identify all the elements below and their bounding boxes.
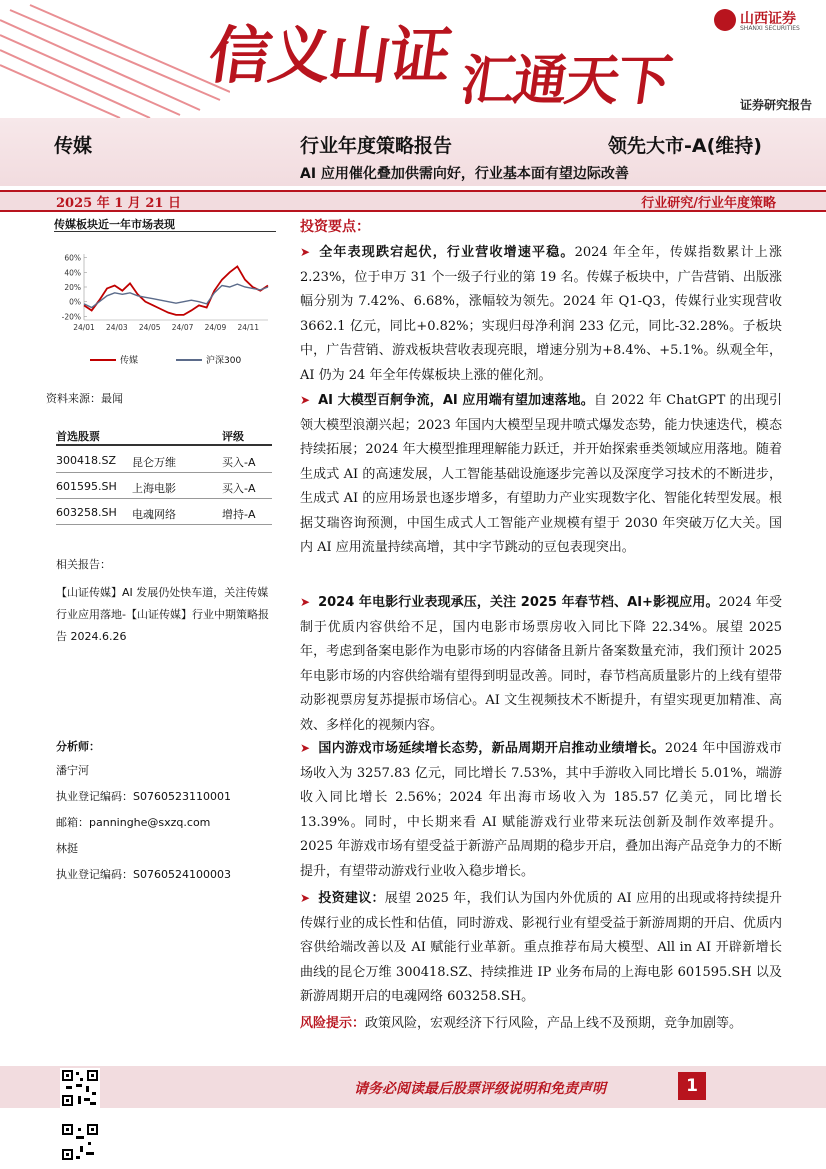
key-point bbox=[300, 240, 782, 388]
analyst-name: 潘宁河 bbox=[56, 764, 89, 777]
report-type: 证券研究报告 bbox=[739, 98, 812, 112]
market-performance-chart bbox=[54, 246, 276, 376]
series-line-0 bbox=[84, 266, 268, 314]
key-point-body: 2024 年受制于优质内容供给不足，国内电影市场票房收入同比下降 22.34%。展望 2025 年，考虑到备案电影作为电影市场的内容储备且新片备案数量充沛，我们预计 2025 年电影市场的内容供给端有望得到明显改善。同时，春节档高质量影片的上线有望带动影视票房复苏提振市场信心。AI 文生视频技术不断提升，有望实现更加精准、高效、多样化的视频内容。 bbox=[300, 595, 783, 733]
analyst-reg: 执业登记编码：S0760523110001 bbox=[56, 790, 231, 803]
x-tick-label: 24/03 bbox=[106, 323, 128, 332]
key-point-body: 自 2022 年 ChatGPT 的出现引领大模型浪潮兴起；2023 年国内大模型呈现井喷式爆发态势，能力快速迭代，模态持续拓展；2024 年大模型推理理解能力跃迁，并开始探索垂类领域应用落地。随着生成式 AI 的高速发展，人工智能基础设施逐步完善以及深度学习技术的不断进步，生成式 AI 的应用场景也逐步增多，有望助力产业实现数字化、智能化转型发展。根据艾瑞咨询预测，中国生成式人工智能产业规模有望于 2030 年突破万亿大关。国内 AI 应用流量持续高增，其中字节跳动的豆包表现突出。 bbox=[300, 393, 782, 555]
stock-rating: 买入-A bbox=[222, 482, 256, 495]
key-point-lead: 国内游戏市场延续增长态势，新品周期开启推动业绩增长。 bbox=[318, 741, 665, 756]
risk-heading: 风险提示： bbox=[300, 1016, 366, 1031]
stock-code: 601595.SH bbox=[56, 480, 117, 493]
stock-code: 300418.SZ bbox=[56, 454, 117, 467]
stock-table-header bbox=[56, 428, 272, 446]
bullet-arrow-icon: ➤ bbox=[300, 393, 311, 407]
company-logo bbox=[714, 6, 818, 36]
page-number: 1 bbox=[678, 1072, 706, 1100]
y-tick-label: -20% bbox=[61, 312, 81, 322]
stock-header-rating: 评级 bbox=[222, 430, 244, 443]
stock-rating: 增持-A bbox=[222, 508, 256, 521]
stock-header-name: 首选股票 bbox=[56, 430, 100, 443]
stock-rating: 买入-A bbox=[222, 456, 256, 469]
legend-label: 沪深300 bbox=[206, 356, 242, 366]
x-tick-label: 24/09 bbox=[204, 323, 227, 332]
report-category: 行业研究/行业年度策略 bbox=[641, 196, 776, 211]
sector-label: 传媒 bbox=[54, 135, 93, 157]
qr-code-icon[interactable] bbox=[60, 1122, 100, 1162]
report-title: 行业年度策略报告 bbox=[300, 135, 453, 157]
key-points-heading: 投资要点： bbox=[300, 219, 370, 235]
key-point bbox=[300, 886, 782, 1010]
related-report-link[interactable]: 【山证传媒】AI 发展仍处快车道，关注传媒行业应用落地-【山证传媒】行业中期策略报告 2024.6.26 bbox=[56, 586, 269, 643]
report-subtitle: AI 应用催化叠加供需向好，行业基本面有望边际改善 bbox=[300, 166, 629, 182]
logo-mark-icon bbox=[714, 9, 736, 31]
qr-code-icon[interactable] bbox=[60, 1068, 100, 1108]
stock-name: 电魂网络 bbox=[132, 508, 176, 521]
analyst-email[interactable]: 邮箱：panninghe@sxzq.com bbox=[56, 816, 211, 829]
header-banner bbox=[0, 0, 826, 118]
stock-code: 603258.SH bbox=[56, 506, 117, 519]
key-point bbox=[300, 388, 782, 561]
x-tick-label: 24/11 bbox=[237, 323, 260, 332]
y-tick-label: 60% bbox=[64, 253, 81, 263]
logo-en: SHANXI SECURITIES bbox=[740, 25, 800, 32]
key-point bbox=[300, 736, 782, 884]
key-point-lead: AI 大模型百舸争流，AI 应用端有望加速落地。 bbox=[318, 393, 594, 408]
key-point-body: 展望 2025 年，我们认为国内外优质的 AI 应用的出现或将持续提升传媒行业的成长性和估值，同时游戏、影视行业有望受益于新游周期的开启、优质内容供给端改善以及 AI 赋能行业革新。重点推荐布局大模型、All in AI 开辟新增长曲线的昆仑万维 300418.SZ、持续推进 IP 业务布局的上海电影 601595.SH 以及新游周期开启的电魂网络 603258.SH。 bbox=[300, 891, 782, 1004]
x-tick-label: 24/05 bbox=[138, 323, 161, 332]
slogan-part2: 汇通天下 bbox=[457, 49, 674, 112]
key-point bbox=[300, 590, 782, 738]
logo-cn: 山西证券 bbox=[740, 11, 796, 27]
table-row bbox=[56, 447, 272, 473]
key-point-body: 2024 年中国游戏市场收入为 3257.83 亿元，同比增长 7.53%，其中手游收入同比增长 5.01%，端游收入同比增长 2.56%；2024 年出海市场收入为 185.57 亿美元，同比增长 13.39%。同时，中长期来看 AI 赋能游戏行业带来玩法创新及制作效率提升。2025 年游戏市场有望受益于新游产品周期的稳步开启，叠加出海产品竞争力的不断提升，有望带动游戏行业收入稳步增长。 bbox=[300, 741, 782, 879]
stock-name: 上海电影 bbox=[132, 482, 176, 495]
analyst-heading: 分析师： bbox=[56, 740, 100, 753]
chart-source: 资料来源：最闻 bbox=[46, 392, 123, 405]
chart-title-rule bbox=[54, 231, 276, 232]
key-point-lead: 投资建议： bbox=[318, 891, 385, 906]
rating-label: 领先大市-A(维持) bbox=[608, 135, 762, 157]
slogan-part1: 信义山证 bbox=[204, 19, 455, 92]
chart-title: 传媒板块近一年市场表现 bbox=[54, 218, 175, 231]
report-date: 2025 年 1 月 21 日 bbox=[56, 196, 181, 211]
disclaimer-notice: 请务必阅读最后股票评级说明和免责声明 bbox=[354, 1081, 606, 1097]
table-row bbox=[56, 473, 272, 499]
x-tick-label: 24/07 bbox=[171, 323, 194, 332]
stock-name: 昆仑万维 bbox=[132, 456, 176, 469]
key-point-lead: 2024 年电影行业表现承压，关注 2025 年春节档、AI+影视应用。 bbox=[318, 595, 719, 610]
bullet-arrow-icon: ➤ bbox=[300, 595, 311, 609]
legend-label: 传媒 bbox=[120, 356, 139, 366]
analyst-reg: 执业登记编码：S0760524100003 bbox=[56, 868, 231, 881]
bullet-arrow-icon: ➤ bbox=[300, 741, 311, 755]
risk-body: 政策风险，宏观经济下行风险，产品上线不及预期，竞争加剧等。 bbox=[365, 1016, 743, 1031]
bullet-arrow-icon: ➤ bbox=[300, 891, 311, 905]
key-point-body: 2024 年全年，传媒指数累计上涨 2.23%，位于申万 31 个一级子行业的第 19 名。传媒子板块中，广告营销、出版涨幅分别为 7.42%、6.68%，涨幅较为领先。2024 年 Q1-Q3，传媒行业实现营收 3662.1 亿元，同比+0.82%；实现归母净利润 233 亿元，同比-32.28%。子板块中，广告营销、游戏板块营收表现亮眼，增速分别为+8.4%、+5.1%。纵观全年，AI 仍为 24 年全年传媒板块上涨的催化剂。 bbox=[300, 245, 782, 383]
analyst-name: 林挺 bbox=[56, 842, 78, 855]
related-reports-heading: 相关报告： bbox=[56, 558, 111, 571]
y-tick-label: 40% bbox=[64, 268, 81, 278]
y-tick-label: 20% bbox=[64, 283, 81, 292]
table-row bbox=[56, 499, 272, 525]
decorative-stripes bbox=[0, 0, 230, 118]
bullet-arrow-icon: ➤ bbox=[300, 245, 311, 259]
key-point-lead: 全年表现跌宕起伏，行业营收增速平稳。 bbox=[318, 245, 575, 260]
x-tick-label: 24/01 bbox=[73, 323, 95, 332]
y-tick-label: 0% bbox=[69, 297, 81, 307]
risk-note bbox=[300, 1012, 782, 1037]
